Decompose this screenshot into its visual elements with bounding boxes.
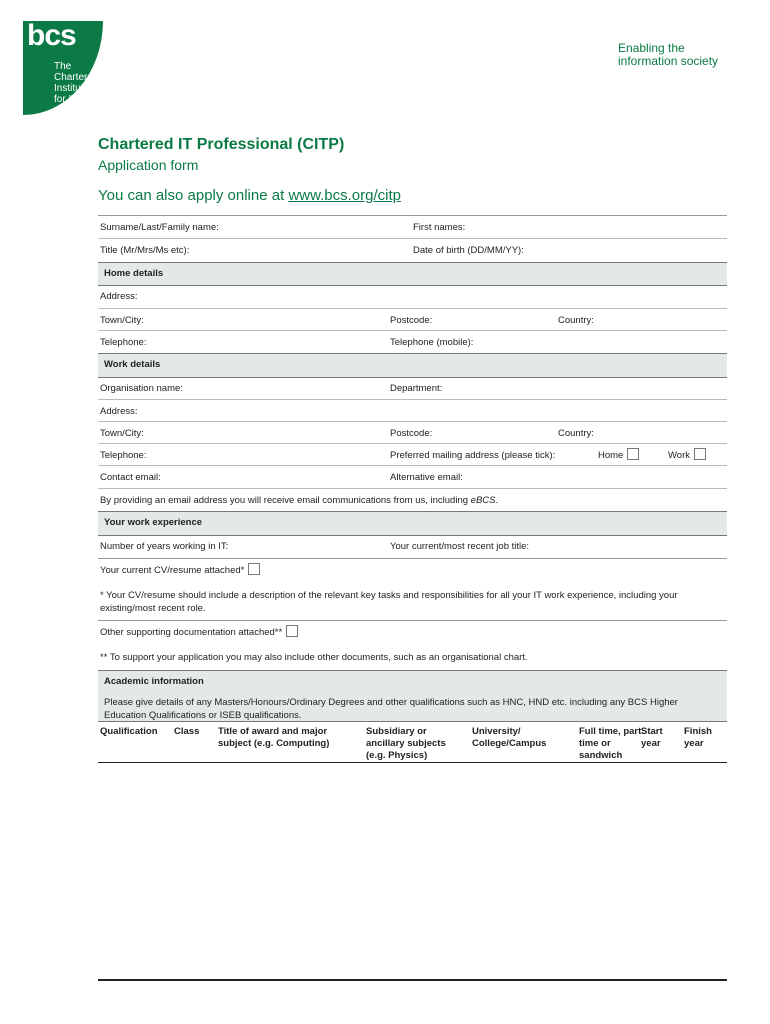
form-row-work-phone bbox=[98, 443, 727, 466]
other-docs-note: ** To support your application you may also include other documents, such as an organisational chart. bbox=[100, 652, 528, 663]
form-row-experience bbox=[98, 535, 727, 557]
col-qualification: Qualification bbox=[100, 726, 158, 737]
form-row-name bbox=[98, 215, 727, 238]
table-header-divider bbox=[98, 762, 727, 763]
page-bottom-rule bbox=[98, 979, 727, 981]
home-checkbox[interactable] bbox=[627, 448, 639, 460]
form-row-work-town bbox=[98, 421, 727, 444]
form-row-cv bbox=[98, 558, 727, 581]
home-country-field[interactable]: Country: bbox=[558, 315, 594, 326]
other-docs-option: Other supporting documentation attached** bbox=[100, 625, 298, 638]
alternative-email-field[interactable]: Alternative email: bbox=[390, 472, 463, 483]
apply-online-link[interactable]: www.bcs.org/citp bbox=[288, 187, 401, 204]
logo-subtitle: The Chartered Institute for IT bbox=[54, 61, 99, 105]
title-field[interactable]: Title (Mr/Mrs/Ms etc): bbox=[100, 245, 190, 256]
dob-field[interactable]: Date of birth (DD/MM/YY): bbox=[413, 245, 524, 256]
preferred-work-option: Work bbox=[668, 448, 706, 461]
col-subsidiary: Subsidiary or ancillary subjects (e.g. Physics) bbox=[366, 726, 446, 761]
col-university: University/ College/Campus bbox=[472, 726, 547, 749]
work-address-field[interactable]: Address: bbox=[100, 406, 138, 417]
organisation-field[interactable]: Organisation name: bbox=[100, 383, 183, 394]
cv-note: * Your CV/resume should include a description of the relevant key tasks and responsibilities for all your IT work experience, including your existing/most recent role. bbox=[100, 590, 678, 614]
academic-intro: Please give details of any Masters/Honours/Ordinary Degrees and other qualifications such as HNC, HND etc. including any BCS Higher Education Qualifications or ISEB qualifications. bbox=[104, 697, 678, 721]
home-details-header: Home details bbox=[98, 262, 727, 286]
col-class: Class bbox=[174, 726, 200, 737]
work-town-field[interactable]: Town/City: bbox=[100, 428, 144, 439]
col-finish-year: Finish year bbox=[684, 726, 712, 749]
form-row-work-address bbox=[98, 399, 727, 422]
surname-field[interactable]: Surname/Last/Family name: bbox=[100, 222, 219, 233]
home-address-field[interactable]: Address: bbox=[100, 291, 138, 302]
job-title-field[interactable]: Your current/most recent job title: bbox=[390, 541, 530, 552]
home-mobile-field[interactable]: Telephone (mobile): bbox=[390, 337, 474, 348]
col-full-part-time: Full time, part time or sandwich bbox=[579, 726, 642, 761]
first-names-field[interactable]: First names: bbox=[413, 222, 466, 233]
work-checkbox[interactable] bbox=[694, 448, 706, 460]
form-row-home-town bbox=[98, 308, 727, 331]
page-title: Chartered IT Professional (CITP) bbox=[98, 136, 345, 153]
form-row-home-address bbox=[98, 285, 727, 307]
work-experience-header: Your work experience bbox=[98, 511, 727, 536]
preferred-home-option: Home bbox=[598, 448, 639, 461]
home-town-field[interactable]: Town/City: bbox=[100, 315, 144, 326]
col-start-year: Start year bbox=[641, 726, 663, 749]
email-note: By providing an email address you will receive email communications from us, including eBCS. bbox=[100, 495, 499, 506]
apply-online-text: You can also apply online at www.bcs.org/citp bbox=[98, 187, 401, 204]
academic-header: Academic information Please give details of any Masters/Honours/Ordinary Degrees and other qualifications such as HNC, HND etc. including any BCS Higher Education Qualifications or ISEB qualifications. bbox=[98, 670, 727, 722]
work-details-header: Work details bbox=[98, 353, 727, 378]
logo-wordmark: bcs bbox=[27, 19, 76, 52]
bcs-logo bbox=[23, 21, 103, 115]
cv-attached-option: Your current CV/resume attached* bbox=[100, 563, 260, 576]
home-postcode-field[interactable]: Postcode: bbox=[390, 315, 433, 326]
work-postcode-field[interactable]: Postcode: bbox=[390, 428, 433, 439]
form-row-home-phone bbox=[98, 330, 727, 353]
page-subtitle: Application form bbox=[98, 157, 199, 173]
form-row-org bbox=[98, 377, 727, 399]
work-telephone-field[interactable]: Telephone: bbox=[100, 450, 147, 461]
form-row-email bbox=[98, 465, 727, 488]
years-in-it-field[interactable]: Number of years working in IT: bbox=[100, 541, 229, 552]
email-note-row bbox=[98, 488, 727, 511]
department-field[interactable]: Department: bbox=[390, 383, 443, 394]
home-telephone-field[interactable]: Telephone: bbox=[100, 337, 147, 348]
col-title-of-award: Title of award and major subject (e.g. Computing) bbox=[218, 726, 330, 749]
tagline: Enabling the information society bbox=[618, 41, 719, 68]
other-docs-checkbox[interactable] bbox=[286, 625, 298, 637]
preferred-mailing-label: Preferred mailing address (please tick): bbox=[390, 450, 556, 461]
cv-checkbox[interactable] bbox=[248, 563, 260, 575]
work-country-field[interactable]: Country: bbox=[558, 428, 594, 439]
form-row-other-docs bbox=[98, 620, 727, 643]
form-row-title bbox=[98, 238, 727, 261]
contact-email-field[interactable]: Contact email: bbox=[100, 472, 161, 483]
